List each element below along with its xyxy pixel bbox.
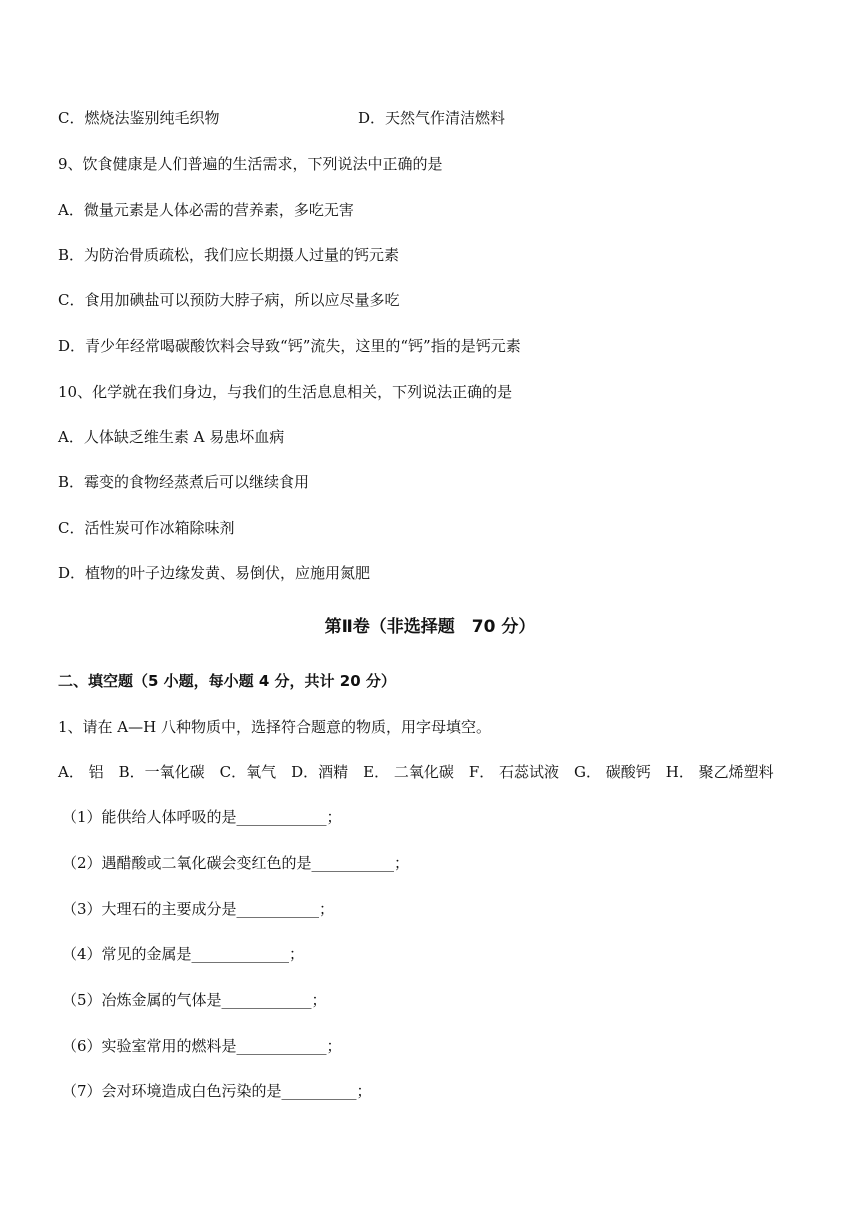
fill-q1-item: （2）遇醋酸或二氧化碳会变红色的是___________； (62, 854, 410, 872)
fill-q1-item: （5）冶炼金属的气体是____________； (62, 991, 327, 1009)
fill-q1-options: A． 铝 B．一氧化碳 C．氧气 D．酒精 E． 二氧化碳 F． 石蕊试液 G． 碳酸钙 H． 聚乙烯塑料 (58, 763, 774, 781)
q9-option-d: D．青少年经常喝碳酸饮料会导致“钙”流失，这里的“钙”指的是钙元素 (58, 337, 521, 355)
section-title: 第Ⅱ卷（非选择题 70 分） (324, 617, 536, 637)
q9-option-a: A．微量元素是人体必需的营养素，多吃无害 (58, 201, 354, 219)
q10-option-a: A．人体缺乏维生素 A 易患坏血病 (58, 428, 285, 446)
fill-q1-item: （1）能供给人体呼吸的是____________； (62, 808, 342, 826)
fill-q1-item: （7）会对环境造成白色污染的是__________； (62, 1082, 372, 1100)
q10-option-d: D．植物的叶子边缘发黄、易倒伏，应施用氮肥 (58, 564, 371, 582)
q8-option-c: C．燃烧法鉴别纯毛织物 (58, 109, 220, 127)
q9-option-b: B．为防治骨质疏松，我们应长期摄人过量的钙元素 (58, 246, 400, 264)
q10-option-b: B．霉变的食物经蒸煮后可以继续食用 (58, 473, 310, 491)
q9-stem: 9、饮食健康是人们普遍的生活需求，下列说法中正确的是 (58, 155, 443, 173)
q10-option-c: C．活性炭可作冰箱除味剂 (58, 519, 235, 537)
q9-option-c: C．食用加碘盐可以预防大脖子病，所以应尽量多吃 (58, 291, 400, 309)
q8-option-d: D．天然气作清洁燃料 (358, 109, 506, 127)
fill-q1-item: （4）常见的金属是_____________； (62, 945, 305, 963)
part-heading: 二、填空题（5 小题，每小题 4 分，共计 20 分） (58, 672, 396, 690)
q8-options-row (58, 108, 506, 128)
fill-q1-item: （6）实验室常用的燃料是____________； (62, 1037, 342, 1055)
q10-stem: 10、化学就在我们身边，与我们的生活息息相关，下列说法正确的是 (58, 383, 513, 401)
fill-q1-item: （3）大理石的主要成分是___________； (62, 900, 335, 918)
fill-q1-stem: 1、请在 A—H 八种物质中，选择符合题意的物质，用字母填空。 (58, 718, 491, 736)
